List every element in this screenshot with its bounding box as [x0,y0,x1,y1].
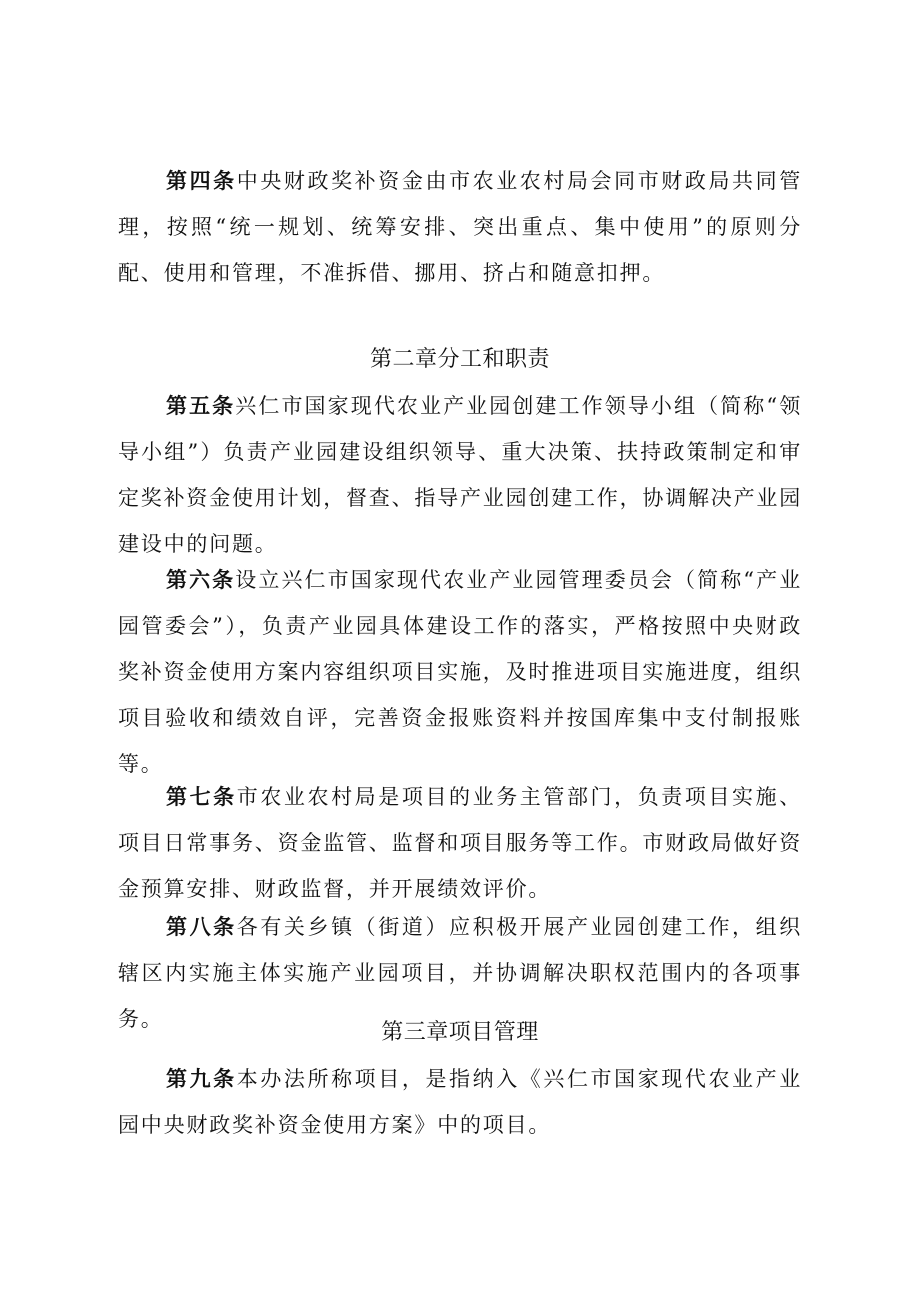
article-text: 中央财政奖补资金由市农业农村局会同市财政局共同管理，按照“统一规划、统筹安排、突出重点、集中使用”的原则分配、使用和管理，不准拆借、挪用、挤占和随意扣押。 [118,169,803,285]
article-7 [118,774,802,912]
article-5 [118,383,802,567]
article-text: 市农业农村局是项目的业务主管部门，负责项目实施、项目日常事务、资金监管、监督和项目服务等工作。市财政局做好资金预算安排、财政监督，并开展绩效评价。 [118,785,803,901]
article-text: 各有关乡镇（街道）应积极开展产业园创建工作，组织辖区内实施主体实施产业园项目，并协调解决职权范围内的各项事务。 [118,915,803,1031]
chapter-heading-2: 第二章分工和职责 [369,347,550,372]
article-4 [118,158,802,296]
chapter-heading-3: 第三章项目管理 [381,1020,539,1045]
article-label: 第六条 [166,568,236,592]
article-9 [118,1056,802,1148]
article-text: 设立兴仁市国家现代农业产业园管理委员会（简称“产业园管委会”），负责产业园具体建设工作的落实，严格按照中央财政奖补资金使用方案内容组织项目实施，及时推进项目实施进度，组织项目验收和绩效自评，完善资金报账资料并按国库集中支付制报账等。 [118,568,803,776]
article-label: 第七条 [166,785,237,809]
article-text: 本办法所称项目，是指纳入《兴仁市国家现代农业产业园中央财政奖补资金使用方案》中的项目。 [118,1067,803,1137]
article-label: 第八条 [166,915,237,939]
article-label: 第九条 [166,1067,237,1091]
article-6 [118,557,802,787]
article-text: 兴仁市国家现代农业产业园创建工作领导小组（简称“领导小组”）负责产业园建设组织领导、重大决策、扶持政策制定和审定奖补资金使用计划，督查、指导产业园创建工作，协调解决产业园建设中的问题。 [118,394,803,556]
article-label: 第四条 [166,169,237,193]
article-label: 第五条 [166,394,236,418]
